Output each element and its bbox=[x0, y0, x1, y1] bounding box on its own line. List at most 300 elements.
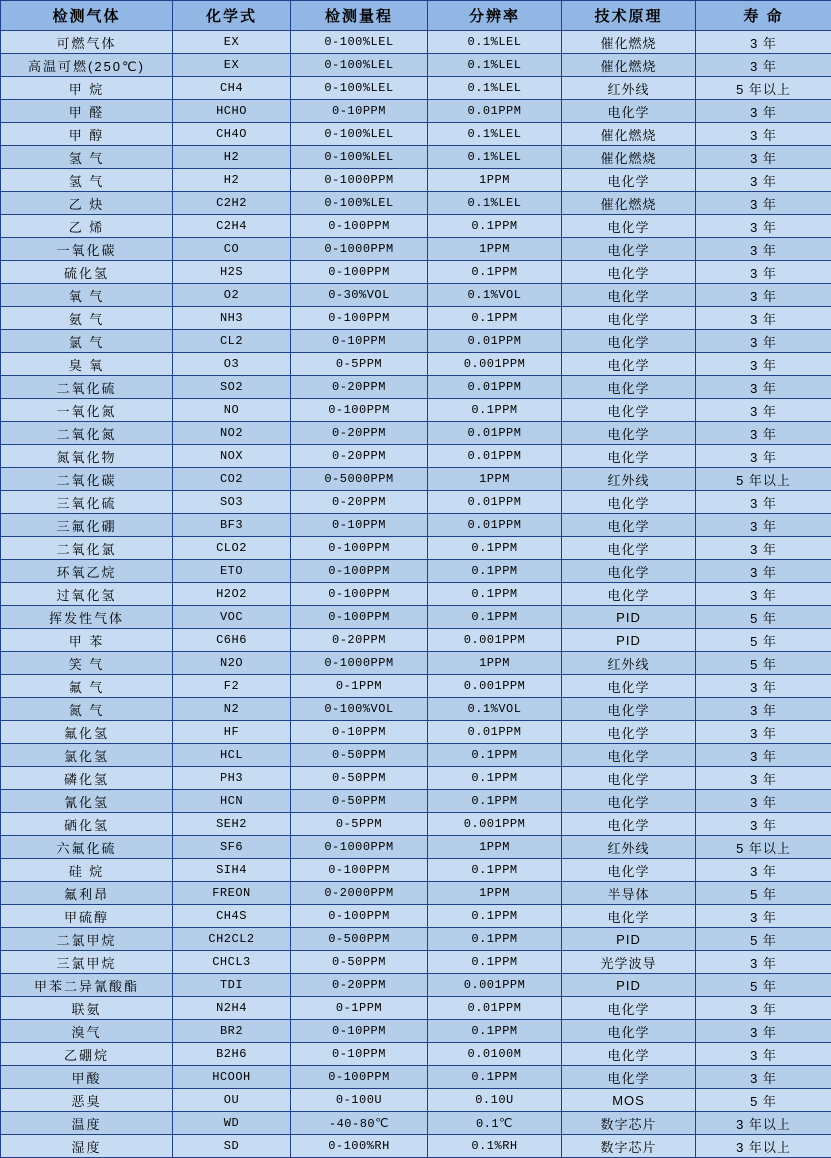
table-row bbox=[1, 353, 831, 376]
cell-technology: 电化学 bbox=[562, 169, 696, 192]
table-row bbox=[1, 652, 831, 675]
cell-gas-name: 氧 气 bbox=[1, 284, 173, 307]
cell-resolution: 0.1PPM bbox=[428, 261, 562, 284]
cell-lifespan: 3 年 bbox=[696, 353, 831, 376]
cell-gas-name: 氯化氢 bbox=[1, 744, 173, 767]
cell-chemical-formula: VOC bbox=[173, 606, 291, 629]
cell-chemical-formula: N2 bbox=[173, 698, 291, 721]
cell-technology: 电化学 bbox=[562, 1066, 696, 1089]
table-row bbox=[1, 974, 831, 997]
cell-resolution: 0.1%LEL bbox=[428, 31, 562, 54]
cell-chemical-formula: NH3 bbox=[173, 307, 291, 330]
column-header-resolution: 分辨率 bbox=[428, 1, 562, 31]
cell-chemical-formula: SO3 bbox=[173, 491, 291, 514]
cell-detection-range: 0-100PPM bbox=[291, 307, 428, 330]
table-row bbox=[1, 215, 831, 238]
cell-detection-range: 0-100PPM bbox=[291, 399, 428, 422]
cell-resolution: 1PPM bbox=[428, 652, 562, 675]
cell-lifespan: 3 年 bbox=[696, 192, 831, 215]
cell-technology: MOS bbox=[562, 1089, 696, 1112]
cell-chemical-formula: N2O bbox=[173, 652, 291, 675]
cell-chemical-formula: HCOOH bbox=[173, 1066, 291, 1089]
cell-lifespan: 3 年 bbox=[696, 698, 831, 721]
column-header-lifespan: 寿 命 bbox=[696, 1, 831, 31]
table-row bbox=[1, 123, 831, 146]
cell-gas-name: 三氟化硼 bbox=[1, 514, 173, 537]
cell-lifespan: 3 年 bbox=[696, 330, 831, 353]
table-row bbox=[1, 951, 831, 974]
cell-gas-name: 乙 炔 bbox=[1, 192, 173, 215]
table-header bbox=[1, 1, 831, 31]
cell-technology: 数字芯片 bbox=[562, 1135, 696, 1158]
cell-lifespan: 5 年 bbox=[696, 1089, 831, 1112]
cell-gas-name: 氟 气 bbox=[1, 675, 173, 698]
cell-gas-name: 氰化氢 bbox=[1, 790, 173, 813]
cell-resolution: 0.01PPM bbox=[428, 445, 562, 468]
cell-resolution: 0.1%LEL bbox=[428, 54, 562, 77]
cell-chemical-formula: EX bbox=[173, 31, 291, 54]
cell-lifespan: 3 年 bbox=[696, 744, 831, 767]
cell-chemical-formula: O2 bbox=[173, 284, 291, 307]
cell-gas-name: 可燃气体 bbox=[1, 31, 173, 54]
cell-detection-range: 0-100PPM bbox=[291, 537, 428, 560]
cell-lifespan: 5 年 bbox=[696, 606, 831, 629]
cell-lifespan: 3 年 bbox=[696, 767, 831, 790]
cell-technology: 电化学 bbox=[562, 399, 696, 422]
cell-resolution: 0.01PPM bbox=[428, 721, 562, 744]
cell-chemical-formula: ETO bbox=[173, 560, 291, 583]
cell-technology: 红外线 bbox=[562, 77, 696, 100]
table-row bbox=[1, 77, 831, 100]
cell-gas-name: 氢 气 bbox=[1, 169, 173, 192]
cell-detection-range: 0-1PPM bbox=[291, 675, 428, 698]
cell-lifespan: 3 年 bbox=[696, 997, 831, 1020]
table-row bbox=[1, 767, 831, 790]
table-row bbox=[1, 422, 831, 445]
table-row bbox=[1, 629, 831, 652]
cell-technology: 电化学 bbox=[562, 376, 696, 399]
cell-technology: 光学波导 bbox=[562, 951, 696, 974]
table-row bbox=[1, 744, 831, 767]
cell-resolution: 0.1%LEL bbox=[428, 146, 562, 169]
cell-detection-range: 0-500PPM bbox=[291, 928, 428, 951]
cell-lifespan: 5 年以上 bbox=[696, 77, 831, 100]
cell-lifespan: 3 年 bbox=[696, 790, 831, 813]
cell-chemical-formula: C2H4 bbox=[173, 215, 291, 238]
cell-gas-name: 甲酸 bbox=[1, 1066, 173, 1089]
cell-detection-range: 0-100%VOL bbox=[291, 698, 428, 721]
table-row bbox=[1, 169, 831, 192]
cell-technology: 电化学 bbox=[562, 1043, 696, 1066]
cell-resolution: 0.1%LEL bbox=[428, 192, 562, 215]
cell-gas-name: 甲 烷 bbox=[1, 77, 173, 100]
cell-detection-range: 0-10PPM bbox=[291, 330, 428, 353]
cell-chemical-formula: SIH4 bbox=[173, 859, 291, 882]
cell-technology: 电化学 bbox=[562, 859, 696, 882]
cell-chemical-formula: O3 bbox=[173, 353, 291, 376]
cell-lifespan: 3 年 bbox=[696, 31, 831, 54]
cell-gas-name: 一氧化氮 bbox=[1, 399, 173, 422]
table-body bbox=[1, 31, 831, 1158]
cell-gas-name: 氨 气 bbox=[1, 307, 173, 330]
table-row bbox=[1, 882, 831, 905]
cell-detection-range: 0-50PPM bbox=[291, 767, 428, 790]
cell-chemical-formula: PH3 bbox=[173, 767, 291, 790]
cell-technology: 电化学 bbox=[562, 997, 696, 1020]
cell-gas-name: 挥发性气体 bbox=[1, 606, 173, 629]
cell-gas-name: 氟化氢 bbox=[1, 721, 173, 744]
cell-gas-name: 联氨 bbox=[1, 997, 173, 1020]
table-row bbox=[1, 537, 831, 560]
cell-lifespan: 3 年 bbox=[696, 1020, 831, 1043]
cell-detection-range: 0-100PPM bbox=[291, 1066, 428, 1089]
cell-lifespan: 3 年 bbox=[696, 100, 831, 123]
cell-technology: PID bbox=[562, 629, 696, 652]
cell-chemical-formula: H2 bbox=[173, 169, 291, 192]
table-row bbox=[1, 54, 831, 77]
cell-chemical-formula: F2 bbox=[173, 675, 291, 698]
cell-gas-name: 乙硼烷 bbox=[1, 1043, 173, 1066]
cell-lifespan: 3 年 bbox=[696, 583, 831, 606]
cell-chemical-formula: B2H6 bbox=[173, 1043, 291, 1066]
cell-gas-name: 溴气 bbox=[1, 1020, 173, 1043]
cell-technology: 电化学 bbox=[562, 422, 696, 445]
cell-detection-range: 0-30%VOL bbox=[291, 284, 428, 307]
table-row bbox=[1, 997, 831, 1020]
cell-lifespan: 3 年 bbox=[696, 537, 831, 560]
cell-gas-name: 甲 醇 bbox=[1, 123, 173, 146]
cell-detection-range: 0-20PPM bbox=[291, 491, 428, 514]
cell-detection-range: 0-50PPM bbox=[291, 951, 428, 974]
cell-detection-range: 0-1000PPM bbox=[291, 238, 428, 261]
column-header-gas-name: 检测气体 bbox=[1, 1, 173, 31]
cell-chemical-formula: SF6 bbox=[173, 836, 291, 859]
cell-chemical-formula: NO bbox=[173, 399, 291, 422]
cell-technology: 红外线 bbox=[562, 468, 696, 491]
cell-lifespan: 3 年 bbox=[696, 284, 831, 307]
cell-resolution: 0.0100M bbox=[428, 1043, 562, 1066]
cell-gas-name: 硒化氢 bbox=[1, 813, 173, 836]
cell-technology: PID bbox=[562, 928, 696, 951]
table-row bbox=[1, 491, 831, 514]
table-row bbox=[1, 31, 831, 54]
cell-detection-range: 0-100%RH bbox=[291, 1135, 428, 1158]
cell-resolution: 0.001PPM bbox=[428, 353, 562, 376]
cell-resolution: 0.01PPM bbox=[428, 514, 562, 537]
cell-technology: 电化学 bbox=[562, 583, 696, 606]
cell-technology: 电化学 bbox=[562, 514, 696, 537]
cell-resolution: 0.1PPM bbox=[428, 928, 562, 951]
cell-detection-range: 0-10PPM bbox=[291, 100, 428, 123]
table-row bbox=[1, 1043, 831, 1066]
cell-lifespan: 3 年 bbox=[696, 261, 831, 284]
cell-chemical-formula: CH4 bbox=[173, 77, 291, 100]
cell-technology: 催化燃烧 bbox=[562, 123, 696, 146]
cell-detection-range: 0-2000PPM bbox=[291, 882, 428, 905]
cell-chemical-formula: CO bbox=[173, 238, 291, 261]
table-row bbox=[1, 583, 831, 606]
cell-chemical-formula: H2 bbox=[173, 146, 291, 169]
cell-detection-range: -40-80℃ bbox=[291, 1112, 428, 1135]
cell-technology: 电化学 bbox=[562, 307, 696, 330]
cell-lifespan: 5 年 bbox=[696, 974, 831, 997]
cell-chemical-formula: H2S bbox=[173, 261, 291, 284]
table-header-row bbox=[1, 1, 831, 31]
cell-chemical-formula: CH2CL2 bbox=[173, 928, 291, 951]
cell-technology: 电化学 bbox=[562, 1020, 696, 1043]
cell-technology: 电化学 bbox=[562, 698, 696, 721]
cell-gas-name: 氟利昂 bbox=[1, 882, 173, 905]
cell-gas-name: 硫化氢 bbox=[1, 261, 173, 284]
table-row bbox=[1, 445, 831, 468]
cell-resolution: 0.1%VOL bbox=[428, 284, 562, 307]
cell-detection-range: 0-10PPM bbox=[291, 514, 428, 537]
cell-technology: 电化学 bbox=[562, 813, 696, 836]
table-row bbox=[1, 1135, 831, 1158]
cell-resolution: 0.001PPM bbox=[428, 813, 562, 836]
cell-detection-range: 0-100U bbox=[291, 1089, 428, 1112]
cell-technology: 数字芯片 bbox=[562, 1112, 696, 1135]
cell-lifespan: 3 年以上 bbox=[696, 1135, 831, 1158]
cell-chemical-formula: CHCL3 bbox=[173, 951, 291, 974]
cell-resolution: 0.1%VOL bbox=[428, 698, 562, 721]
cell-lifespan: 3 年 bbox=[696, 146, 831, 169]
cell-lifespan: 3 年 bbox=[696, 445, 831, 468]
table-row bbox=[1, 261, 831, 284]
table-row bbox=[1, 905, 831, 928]
table-row bbox=[1, 928, 831, 951]
cell-detection-range: 0-10PPM bbox=[291, 1020, 428, 1043]
cell-detection-range: 0-5000PPM bbox=[291, 468, 428, 491]
cell-detection-range: 0-5PPM bbox=[291, 353, 428, 376]
table-row bbox=[1, 1089, 831, 1112]
cell-technology: 电化学 bbox=[562, 675, 696, 698]
cell-chemical-formula: N2H4 bbox=[173, 997, 291, 1020]
cell-chemical-formula: HCHO bbox=[173, 100, 291, 123]
cell-gas-name: 三氧化硫 bbox=[1, 491, 173, 514]
cell-resolution: 0.1PPM bbox=[428, 606, 562, 629]
cell-lifespan: 3 年 bbox=[696, 560, 831, 583]
cell-resolution: 0.001PPM bbox=[428, 675, 562, 698]
cell-technology: 电化学 bbox=[562, 537, 696, 560]
cell-technology: 电化学 bbox=[562, 560, 696, 583]
cell-technology: 红外线 bbox=[562, 652, 696, 675]
cell-lifespan: 3 年 bbox=[696, 54, 831, 77]
cell-resolution: 0.1PPM bbox=[428, 790, 562, 813]
cell-chemical-formula: EX bbox=[173, 54, 291, 77]
cell-resolution: 0.01PPM bbox=[428, 100, 562, 123]
cell-technology: 电化学 bbox=[562, 215, 696, 238]
table-row bbox=[1, 192, 831, 215]
cell-resolution: 0.10U bbox=[428, 1089, 562, 1112]
table-row bbox=[1, 813, 831, 836]
cell-technology: 红外线 bbox=[562, 836, 696, 859]
cell-resolution: 0.1%LEL bbox=[428, 123, 562, 146]
cell-gas-name: 过氧化氢 bbox=[1, 583, 173, 606]
cell-technology: PID bbox=[562, 974, 696, 997]
cell-resolution: 0.1PPM bbox=[428, 307, 562, 330]
cell-detection-range: 0-1000PPM bbox=[291, 836, 428, 859]
cell-resolution: 0.1PPM bbox=[428, 905, 562, 928]
cell-resolution: 0.1℃ bbox=[428, 1112, 562, 1135]
table-row bbox=[1, 238, 831, 261]
cell-lifespan: 3 年 bbox=[696, 376, 831, 399]
cell-gas-name: 二氧化硫 bbox=[1, 376, 173, 399]
table-row bbox=[1, 376, 831, 399]
cell-technology: 催化燃烧 bbox=[562, 146, 696, 169]
cell-chemical-formula: SO2 bbox=[173, 376, 291, 399]
cell-resolution: 1PPM bbox=[428, 836, 562, 859]
cell-lifespan: 3 年 bbox=[696, 215, 831, 238]
cell-resolution: 0.001PPM bbox=[428, 974, 562, 997]
cell-technology: 电化学 bbox=[562, 744, 696, 767]
cell-lifespan: 3 年 bbox=[696, 307, 831, 330]
cell-lifespan: 3 年以上 bbox=[696, 1112, 831, 1135]
cell-gas-name: 六氟化硫 bbox=[1, 836, 173, 859]
table-row bbox=[1, 468, 831, 491]
cell-technology: 电化学 bbox=[562, 238, 696, 261]
table-row bbox=[1, 675, 831, 698]
cell-chemical-formula: CL2 bbox=[173, 330, 291, 353]
cell-lifespan: 3 年 bbox=[696, 859, 831, 882]
table-row bbox=[1, 721, 831, 744]
cell-resolution: 0.001PPM bbox=[428, 629, 562, 652]
cell-chemical-formula: BF3 bbox=[173, 514, 291, 537]
cell-gas-name: 氯 气 bbox=[1, 330, 173, 353]
cell-chemical-formula: OU bbox=[173, 1089, 291, 1112]
cell-resolution: 0.1PPM bbox=[428, 1066, 562, 1089]
cell-gas-name: 二氧化氯 bbox=[1, 537, 173, 560]
cell-detection-range: 0-100%LEL bbox=[291, 192, 428, 215]
cell-resolution: 0.1PPM bbox=[428, 767, 562, 790]
cell-technology: 催化燃烧 bbox=[562, 31, 696, 54]
cell-detection-range: 0-20PPM bbox=[291, 629, 428, 652]
cell-detection-range: 0-20PPM bbox=[291, 376, 428, 399]
cell-gas-name: 磷化氢 bbox=[1, 767, 173, 790]
cell-resolution: 0.1PPM bbox=[428, 399, 562, 422]
cell-technology: 电化学 bbox=[562, 445, 696, 468]
table-row bbox=[1, 698, 831, 721]
cell-technology: 电化学 bbox=[562, 261, 696, 284]
cell-chemical-formula: HF bbox=[173, 721, 291, 744]
cell-resolution: 0.1PPM bbox=[428, 1020, 562, 1043]
cell-chemical-formula: CH4S bbox=[173, 905, 291, 928]
cell-technology: 催化燃烧 bbox=[562, 54, 696, 77]
cell-resolution: 0.1%LEL bbox=[428, 77, 562, 100]
cell-lifespan: 3 年 bbox=[696, 514, 831, 537]
cell-lifespan: 3 年 bbox=[696, 675, 831, 698]
cell-chemical-formula: TDI bbox=[173, 974, 291, 997]
cell-resolution: 0.01PPM bbox=[428, 422, 562, 445]
table-row bbox=[1, 146, 831, 169]
cell-gas-name: 甲 醛 bbox=[1, 100, 173, 123]
cell-gas-name: 硅 烷 bbox=[1, 859, 173, 882]
cell-technology: 电化学 bbox=[562, 100, 696, 123]
cell-lifespan: 3 年 bbox=[696, 1043, 831, 1066]
cell-detection-range: 0-10PPM bbox=[291, 721, 428, 744]
cell-technology: 电化学 bbox=[562, 330, 696, 353]
cell-chemical-formula: C2H2 bbox=[173, 192, 291, 215]
cell-gas-name: 笑 气 bbox=[1, 652, 173, 675]
cell-detection-range: 0-20PPM bbox=[291, 422, 428, 445]
cell-gas-name: 一氧化碳 bbox=[1, 238, 173, 261]
cell-gas-name: 二氯甲烷 bbox=[1, 928, 173, 951]
table-row bbox=[1, 284, 831, 307]
cell-detection-range: 0-100PPM bbox=[291, 606, 428, 629]
cell-lifespan: 5 年 bbox=[696, 882, 831, 905]
cell-detection-range: 0-10PPM bbox=[291, 1043, 428, 1066]
cell-detection-range: 0-1000PPM bbox=[291, 652, 428, 675]
cell-gas-name: 环氧乙烷 bbox=[1, 560, 173, 583]
cell-resolution: 1PPM bbox=[428, 169, 562, 192]
table-row bbox=[1, 1020, 831, 1043]
cell-lifespan: 5 年以上 bbox=[696, 468, 831, 491]
cell-resolution: 0.01PPM bbox=[428, 997, 562, 1020]
cell-technology: 电化学 bbox=[562, 491, 696, 514]
cell-resolution: 0.1PPM bbox=[428, 537, 562, 560]
cell-gas-name: 甲苯二异氰酸酯 bbox=[1, 974, 173, 997]
cell-gas-name: 温度 bbox=[1, 1112, 173, 1135]
cell-gas-name: 甲硫醇 bbox=[1, 905, 173, 928]
cell-resolution: 0.1PPM bbox=[428, 560, 562, 583]
cell-technology: 电化学 bbox=[562, 767, 696, 790]
table-row bbox=[1, 1112, 831, 1135]
cell-gas-name: 三氯甲烷 bbox=[1, 951, 173, 974]
cell-lifespan: 3 年 bbox=[696, 399, 831, 422]
cell-detection-range: 0-100PPM bbox=[291, 261, 428, 284]
cell-chemical-formula: H2O2 bbox=[173, 583, 291, 606]
cell-lifespan: 3 年 bbox=[696, 169, 831, 192]
table-row bbox=[1, 330, 831, 353]
cell-chemical-formula: SD bbox=[173, 1135, 291, 1158]
cell-lifespan: 5 年以上 bbox=[696, 836, 831, 859]
cell-resolution: 0.01PPM bbox=[428, 491, 562, 514]
cell-gas-name: 乙 烯 bbox=[1, 215, 173, 238]
cell-chemical-formula: CH4O bbox=[173, 123, 291, 146]
table-row bbox=[1, 790, 831, 813]
cell-technology: 催化燃烧 bbox=[562, 192, 696, 215]
table-row bbox=[1, 399, 831, 422]
table-row bbox=[1, 514, 831, 537]
table-row bbox=[1, 836, 831, 859]
table-row bbox=[1, 1066, 831, 1089]
cell-detection-range: 0-100PPM bbox=[291, 583, 428, 606]
cell-chemical-formula: NOX bbox=[173, 445, 291, 468]
cell-resolution: 0.01PPM bbox=[428, 330, 562, 353]
table-row bbox=[1, 606, 831, 629]
cell-lifespan: 3 年 bbox=[696, 951, 831, 974]
cell-gas-name: 氮 气 bbox=[1, 698, 173, 721]
cell-detection-range: 0-1000PPM bbox=[291, 169, 428, 192]
cell-resolution: 0.1%RH bbox=[428, 1135, 562, 1158]
cell-chemical-formula: CO2 bbox=[173, 468, 291, 491]
cell-detection-range: 0-20PPM bbox=[291, 974, 428, 997]
cell-lifespan: 3 年 bbox=[696, 1066, 831, 1089]
cell-chemical-formula: HCL bbox=[173, 744, 291, 767]
cell-detection-range: 0-100PPM bbox=[291, 859, 428, 882]
cell-detection-range: 0-100%LEL bbox=[291, 54, 428, 77]
cell-chemical-formula: HCN bbox=[173, 790, 291, 813]
cell-chemical-formula: BR2 bbox=[173, 1020, 291, 1043]
cell-resolution: 1PPM bbox=[428, 238, 562, 261]
cell-lifespan: 3 年 bbox=[696, 491, 831, 514]
cell-resolution: 1PPM bbox=[428, 468, 562, 491]
cell-chemical-formula: FREON bbox=[173, 882, 291, 905]
cell-detection-range: 0-50PPM bbox=[291, 790, 428, 813]
column-header-detection-range: 检测量程 bbox=[291, 1, 428, 31]
cell-lifespan: 3 年 bbox=[696, 238, 831, 261]
cell-detection-range: 0-50PPM bbox=[291, 744, 428, 767]
